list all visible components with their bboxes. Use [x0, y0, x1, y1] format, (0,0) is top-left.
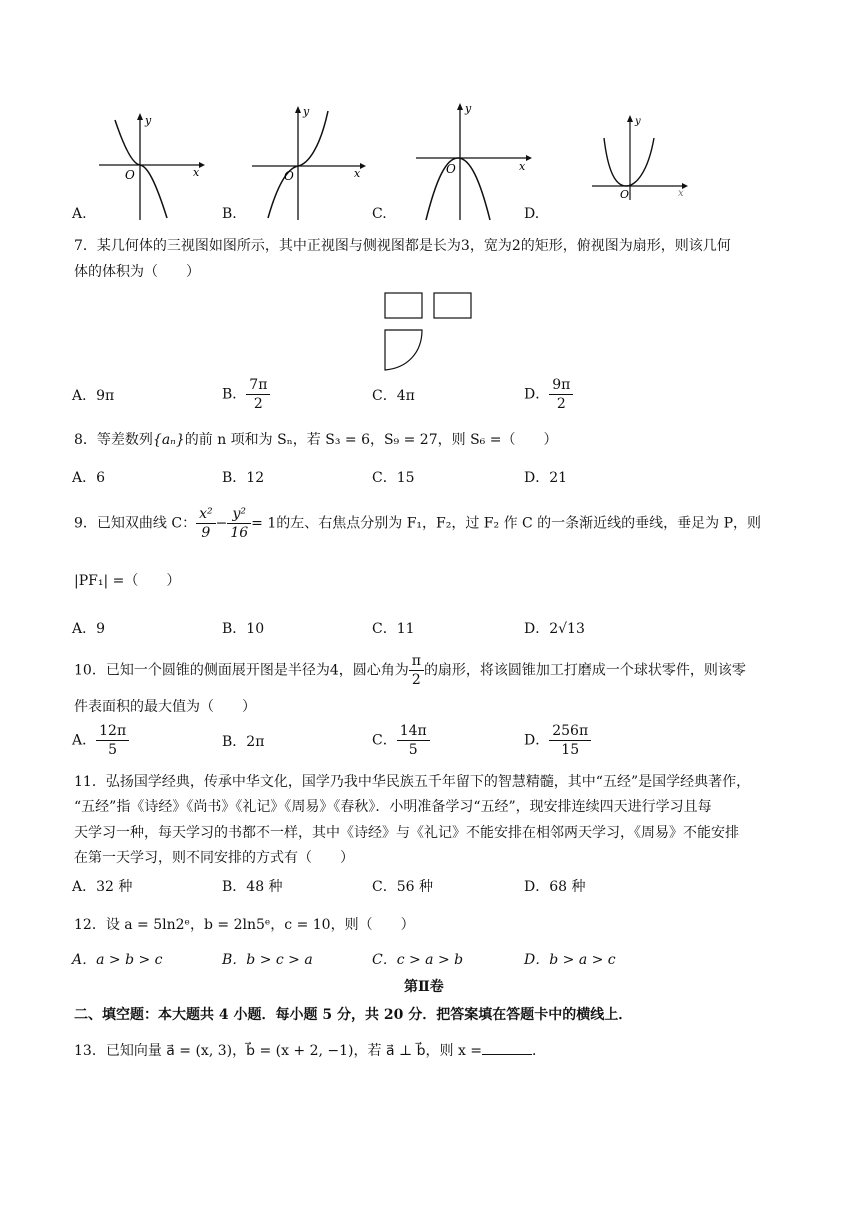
- graph-a-letter: A.: [72, 206, 87, 222]
- graph-b-y-label: y: [303, 105, 310, 118]
- q8-option-d: D．21: [524, 470, 568, 486]
- q11-option-c: C．56 种: [372, 879, 433, 895]
- graph-a-origin-label: O: [125, 168, 135, 182]
- graph-d-x-label: x: [678, 188, 684, 199]
- graph-d-origin-label: O: [620, 188, 630, 201]
- q7-option-b: B． $\frac{7\pi}{2}$: [222, 376, 270, 413]
- q11-line4: 在第一天学习，则不同安排的方式有（ ）: [74, 850, 354, 866]
- section-title: 第Ⅱ卷: [404, 979, 444, 995]
- q11-line1: 11．弘扬国学经典，传承中华文化，国学乃我中华民族五千年留下的智慧精髓，其中“五经”是国学经典著作，: [74, 774, 751, 790]
- q12-option-c: C．c > a > b: [372, 952, 464, 968]
- q7-line1: 7．某几何体的三视图如图所示，其中正视图与侧视图都是长为3，宽为2的矩形，俯视图为扇形，则该几何: [74, 238, 731, 254]
- q10-option-c: C． $\frac{14\pi}{5}$: [372, 722, 430, 759]
- section-heading: 二、填空题：本大题共 4 小题．每小题 5 分，共 20 分．把答案填在答题卡中的横线上．: [74, 1007, 633, 1023]
- q13-question: 13．已知向量 a⃗ = (x, 3)，b⃗ = (x + 2, −1)，若 a⃗ ⊥ b⃗，则 x = ．: [74, 1040, 546, 1061]
- q8-option-a: A．6: [72, 470, 106, 486]
- q12-option-d: D．b > a > c: [524, 952, 616, 968]
- front-view: [385, 293, 422, 318]
- graph-c-letter: C.: [372, 206, 387, 222]
- q9-question: 9．已知双曲线 C： $\frac{\text{x²}}{9}$ − $\frac{\text{y²}}{16}$ = 1的左、右焦点分别为 F₁，F₂，过 F₂ 作 C 的一条渐近线的垂线，垂足为 P，则: [74, 506, 762, 541]
- q11-option-a: A．32 种: [72, 879, 133, 895]
- q11-option-b: B．48 种: [222, 879, 283, 895]
- side-view: [434, 293, 471, 318]
- graph-d-letter: D.: [524, 206, 540, 222]
- graph-b: [248, 103, 366, 222]
- answer-blank[interactable]: [482, 1040, 532, 1055]
- three-view-figure: [380, 290, 480, 376]
- graph-a-y-label: y: [145, 114, 152, 127]
- q10-option-b: B．2π: [222, 734, 265, 750]
- q11-option-d: D．68 种: [524, 879, 586, 895]
- graph-c-y-label: y: [465, 102, 472, 115]
- graph-d: [590, 112, 690, 202]
- q9-option-d: D．2√13: [524, 621, 585, 637]
- graph-b-letter: B.: [222, 206, 237, 222]
- q9-option-a: A．9: [72, 621, 106, 637]
- q7-line2: 体的体积为（ ）: [74, 264, 200, 280]
- q9-option-c: C．11: [372, 621, 415, 637]
- graph-c-origin-label: O: [446, 162, 456, 176]
- top-view-sector: [385, 330, 422, 370]
- q10-line2: 件表面积的最大值为（ ）: [74, 699, 256, 715]
- q11-line3: 天学习一种，每天学习的书都不一样，其中《诗经》与《礼记》不能安排在相邻两天学习，《周易》不能安排: [74, 825, 739, 841]
- graph-a: [95, 110, 205, 222]
- q10-question: 10．已知一个圆锥的侧面展开图是半径为4，圆心角为 $\frac{\pi}{2}$ 的扇形，将该圆锥加工打磨成一个球状零件，则该零: [74, 653, 746, 688]
- graph-b-x-label: x: [354, 167, 361, 180]
- q7-option-a: A．9π: [72, 388, 115, 404]
- q9-line2: |PF₁| =（ ）: [74, 573, 181, 589]
- q9-option-b: B．10: [222, 621, 265, 637]
- graph-c-x-label: x: [519, 160, 526, 173]
- q8-option-b: B．12: [222, 470, 265, 486]
- graph-a-x-label: x: [193, 166, 200, 179]
- q8-question: 8．等差数列{aₙ}的前 n 项和为 Sₙ，若 S₃ = 6，S₉ = 27，则 S₆ =（ ）: [74, 432, 558, 448]
- q12-question: 12．设 a = 5ln2ᵉ，b = 2ln5ᵉ，c = 10，则（ ）: [74, 917, 415, 933]
- q10-option-d: D． $\frac{256\pi}{15}$: [524, 722, 591, 759]
- graph-c: [412, 100, 532, 222]
- graph-d-y-label: y: [635, 116, 641, 127]
- q12-option-a: A．a > b > c: [72, 952, 163, 968]
- q7-option-c: C．4π: [372, 388, 415, 404]
- q10-option-a: A． $\frac{12\pi}{5}$: [72, 722, 129, 759]
- q11-line2: “五经”指《诗经》《尚书》《礼记》《周易》《春秋》．小明准备学习“五经”，现安排连续四天进行学习且每: [74, 799, 712, 815]
- q12-option-b: B．b > c > a: [222, 952, 313, 968]
- q8-option-c: C．15: [372, 470, 415, 486]
- q7-option-d: D． $\frac{9\pi}{2}$: [524, 376, 573, 413]
- graph-b-origin-label: O: [284, 169, 294, 183]
